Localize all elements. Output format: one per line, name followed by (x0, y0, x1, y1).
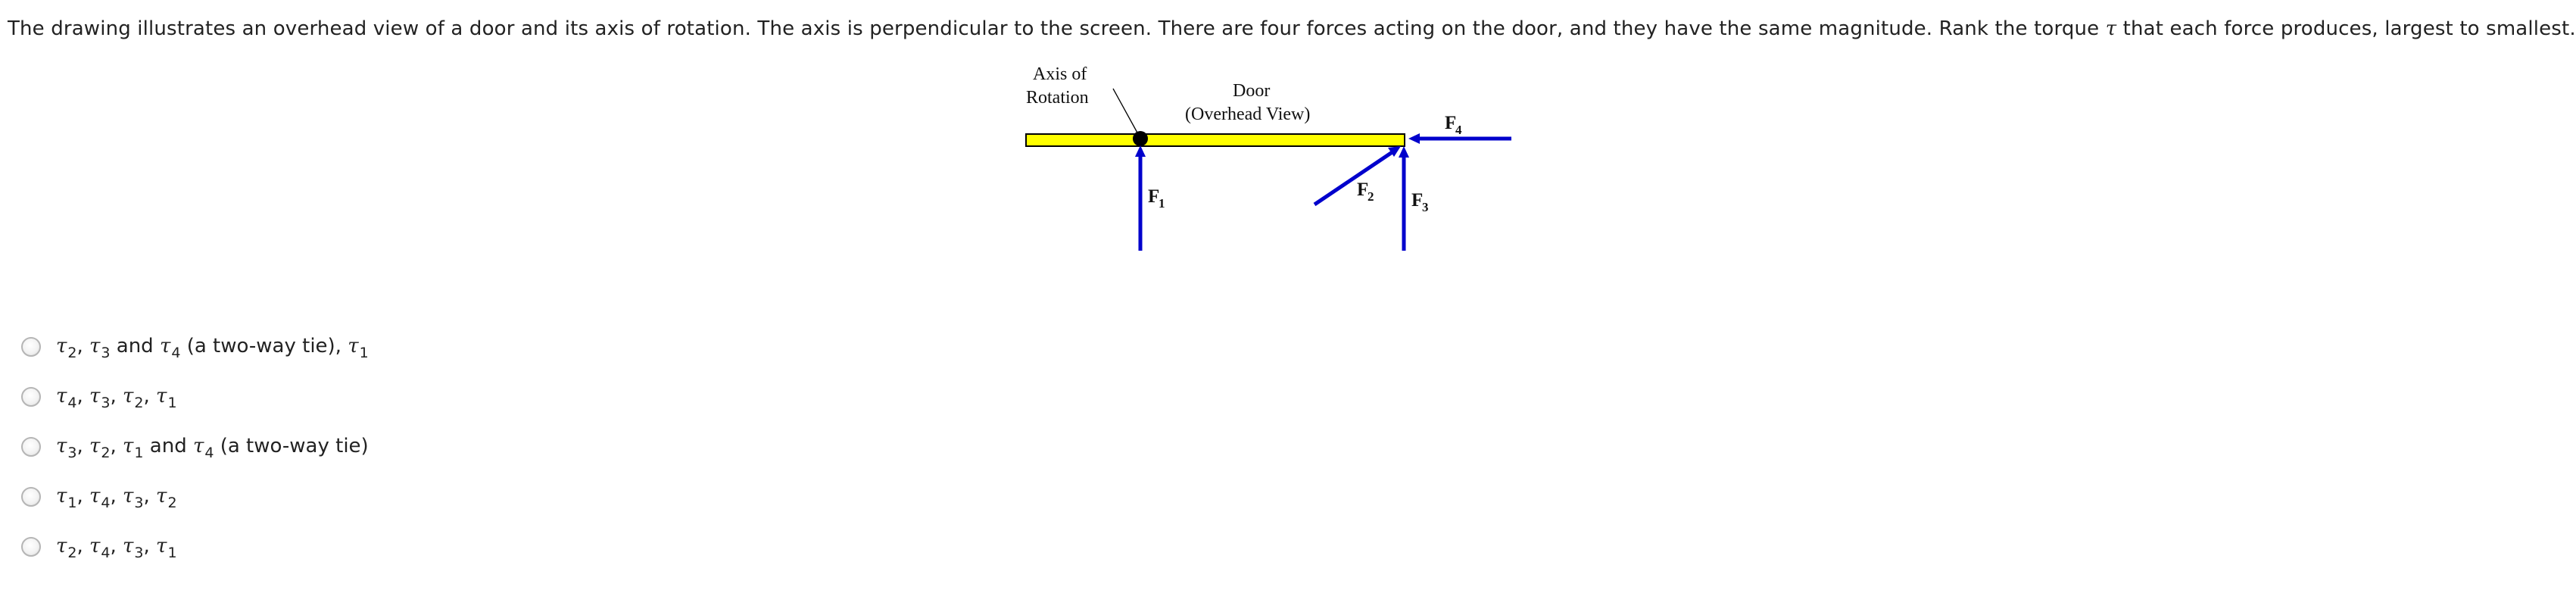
tau-subscript: 3 (134, 495, 144, 511)
radio-button[interactable] (21, 537, 41, 557)
tau-subscript: 4 (171, 345, 181, 361)
tau-subscript: 3 (101, 395, 111, 411)
answer-option-2[interactable] (21, 372, 369, 422)
answer-option-1[interactable] (21, 322, 369, 372)
force-arrowhead-f3 (1399, 146, 1409, 158)
tau-symbol: τ (89, 485, 101, 507)
question-part-1: The drawing illustrates an overhead view of a door and its axis of rotation. The axis is perpendicular to the screen. There are four forces acting on the door, and they have the same magnitude. Rank the torque (8, 17, 2106, 40)
option-text-segment: , (143, 385, 157, 407)
tau-symbol: τ (123, 535, 134, 557)
tau-symbol: τ (56, 435, 67, 457)
tau-symbol: τ (56, 385, 67, 407)
axis-leader-line (1113, 89, 1138, 134)
tau-subscript: 4 (204, 445, 214, 461)
tau-symbol: τ (156, 485, 167, 507)
tau-symbol: τ (56, 485, 67, 507)
option-label (56, 433, 369, 460)
radio-button[interactable] (21, 437, 41, 457)
answer-options (21, 322, 369, 572)
option-text-segment: (a two-way tie) (214, 435, 369, 457)
door-diagram-svg (1015, 61, 1545, 265)
tau-subscript: 3 (101, 345, 111, 361)
tau-symbol: τ (123, 385, 134, 407)
tau-symbol: τ (89, 335, 101, 357)
f3-label: F (1411, 190, 1424, 211)
f1-label: F (1148, 186, 1160, 207)
tau-subscript: 1 (134, 445, 144, 461)
door-label-line-2: (Overhead View) (1185, 105, 1311, 124)
option-text-segment: , (110, 435, 123, 457)
f4-label: F (1445, 113, 1457, 133)
tau-symbol: τ (192, 435, 204, 457)
option-text-segment: and (110, 335, 160, 357)
radio-button[interactable] (21, 387, 41, 407)
f2-subscript: 2 (1368, 189, 1374, 204)
question-text (8, 15, 2576, 42)
tau-symbol: τ (56, 535, 67, 557)
f2-label: F (1357, 179, 1369, 200)
tau-subscript: 4 (67, 395, 77, 411)
tau-subscript: 1 (167, 545, 177, 561)
option-text-segment: (a two-way tie), (180, 335, 348, 357)
option-label (56, 483, 177, 510)
option-text-segment: , (143, 535, 157, 557)
answer-option-5[interactable] (21, 522, 369, 572)
tau-symbol: τ (123, 485, 134, 507)
option-label (56, 533, 177, 560)
axis-label-line-2: Rotation (1026, 88, 1089, 108)
tau-subscript: 3 (134, 545, 144, 561)
tau-symbol: τ (89, 385, 101, 407)
option-text-segment: , (143, 485, 157, 507)
tau-subscript: 4 (101, 495, 111, 511)
option-text-segment: , (76, 435, 90, 457)
answer-option-3[interactable] (21, 422, 369, 472)
door (1026, 134, 1405, 146)
tau-subscript: 1 (359, 345, 369, 361)
answer-option-4[interactable] (21, 472, 369, 522)
tau-symbol: τ (89, 435, 101, 457)
tau-symbol: τ (159, 335, 171, 357)
tau-symbol: τ (156, 385, 167, 407)
tau-subscript: 1 (167, 395, 177, 411)
radio-button[interactable] (21, 337, 41, 357)
radio-button[interactable] (21, 487, 41, 507)
option-text-segment: , (110, 535, 123, 557)
door-label-line-1: Door (1233, 81, 1271, 101)
door-diagram (1015, 61, 1545, 265)
axis-label-line-1: Axis of (1033, 64, 1087, 84)
option-text-segment: , (110, 485, 123, 507)
tau-subscript: 2 (134, 395, 144, 411)
tau-subscript: 2 (67, 345, 77, 361)
question-part-2: that each force produces, largest to smallest. (2116, 17, 2576, 40)
force-arrowhead-f1 (1135, 145, 1146, 157)
option-label (56, 333, 369, 361)
tau-symbol: τ (89, 535, 101, 557)
option-text-segment: and (143, 435, 193, 457)
option-text-segment: , (76, 385, 90, 407)
tau-subscript: 3 (67, 445, 77, 461)
option-text-segment: , (110, 385, 123, 407)
tau-symbol: τ (56, 335, 67, 357)
force-arrow-f2 (1315, 150, 1396, 204)
option-text-segment: , (76, 335, 90, 357)
tau-symbol: τ (123, 435, 134, 457)
tau-symbol: τ (156, 535, 167, 557)
option-text-segment: , (76, 535, 90, 557)
force-arrowhead-f4 (1408, 133, 1420, 144)
tau-symbol: τ (348, 335, 359, 357)
f1-subscript: 1 (1159, 196, 1165, 211)
tau-subscript: 2 (167, 495, 177, 511)
option-text-segment: , (76, 485, 90, 507)
tau-subscript: 2 (101, 445, 111, 461)
f4-subscript: 4 (1455, 123, 1462, 137)
f3-subscript: 3 (1422, 200, 1429, 214)
tau-subscript: 1 (67, 495, 77, 511)
option-label (56, 383, 177, 411)
tau-subscript: 2 (67, 545, 77, 561)
tau-symbol: τ (2105, 17, 2117, 40)
tau-subscript: 4 (101, 545, 111, 561)
rotation-axis-pivot (1133, 131, 1148, 146)
